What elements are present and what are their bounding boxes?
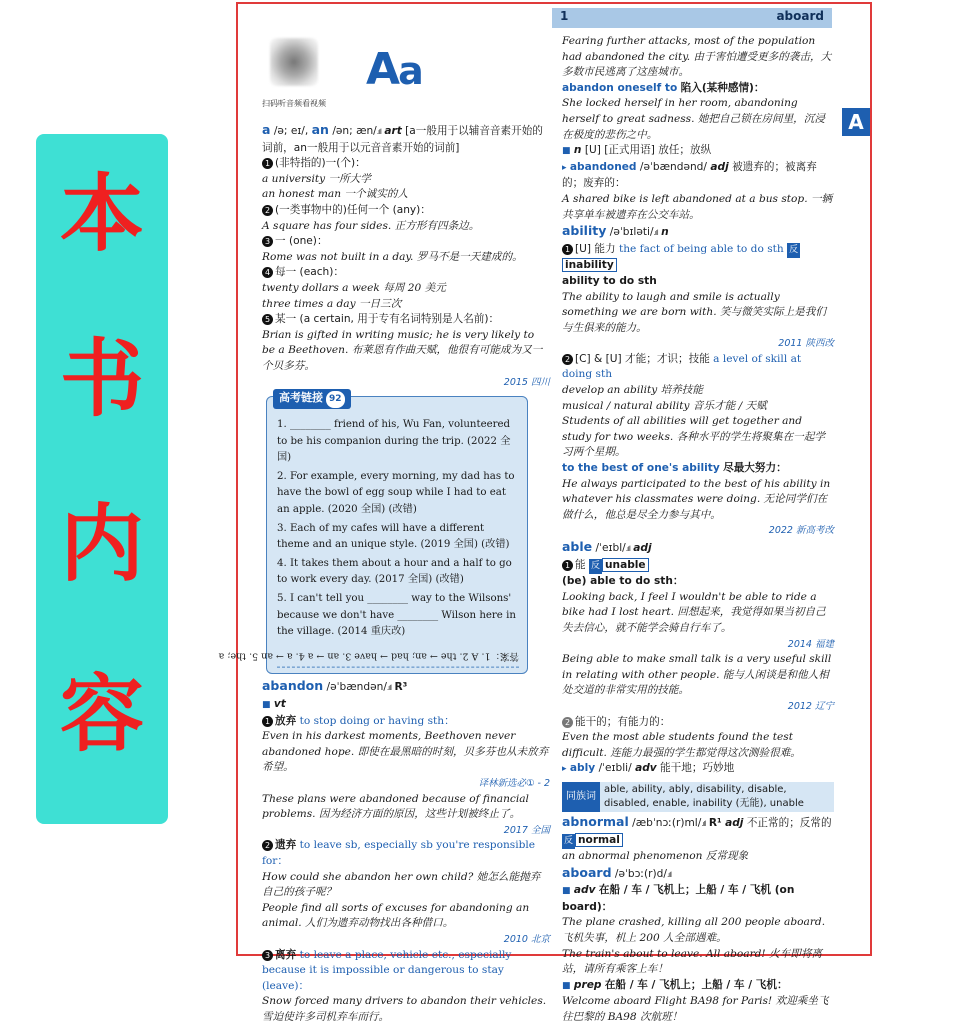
right-column: Fearing further attacks, most of the population had abandoned the city. 由于害怕遭受更多的袭击，大多数市民逃离了这座城市。 abandon oneself to 陷入(某种感情)： She locked herself in her room, abandoning herself to great sadness. 她把自己锁在房间里，沉浸在极度的悲伤之中。 ■ n [U] [正式用语] 放任；放纵 ▸ abandoned /əˈbændənd/ adj 被遗弃的；被离弃的；废弃的： A shared bike is left abandoned at a bus stop. 一辆共享单车被遗弃在公交车站。 ability /əˈbɪləti/.ıIl n 1 [U] 能力 the fact of being able to do sth 反inability ability to do sth The ability to laugh and smile is actually something we are born with. 笑与微笑实际上是我们与生俱来的能力。 2011 陕西改 2 [C] & [U] 才能；才识；技能 a level of skill at doing sth develop an ability 培养技能 musical / natural ability 音乐才能 / 天赋 Students of all abilities will get together and study for two weeks. 各种水平的学生将聚集在一起学习两个星期。 to the best of one's ability 尽最大努力： He always participated to the best of his ability in whatever his classmates were doing. 无论同学们在做什么，他总是尽全力参与其中。 2022 新高考改 able /ˈeɪbl/.ıIl adj 1 能 反 unable (be) able to do sth： Looking back, I feel I wouldn't be able to ride a bike had I lost heart. 回想起来，我觉得如果当初自己失去信心，就不能学会骑自行车了。 2014 福建 Being able to make small talk is a very useful skill in relating with other people. 能与人闲谈是和他人相处交道的非常实用的技能。 2012 辽宁 2 能干的；有能力的： Even the most able students found the test difficult. 连能力最强的学生都觉得这次测验很难。 ▸ ably /ˈeɪbli/ adv 能干地；巧妙地 同族词 able, ability, ably, disability, disable, disabled, enable, inability (无能), unable abnormal /æbˈnɔː(r)ml/.ıIl R¹ adj 不正常的；反常的 反 normal an abnormal phenomenon 反常现象 aboard /əˈbɔː(r)d/.ıIl ■ adv 在船 / 车 / 飞机上；上船 / 车 / 飞机 (on board)： The plane crashed, killing all 200 people aboard. 飞机失事，机上 200 人全部遇难。 The train's about to leave. All aboard! 火车即将离站，请所有乘客上车！ ■ prep 在船 / 车 / 飞机上；上船 / 车 / 飞机： Welcome aboard Flight BA98 for Paris! 欢迎乘坐飞往巴黎的 BA98 次航班！ bbox=[562, 34, 834, 1026]
example: develop an ability 培养技能 bbox=[562, 384, 703, 397]
frequency-level: R³ bbox=[394, 681, 408, 694]
example: The train's about to leave. All aboard! 火车即将离站，请所有乘客上车！ bbox=[562, 947, 823, 976]
sense-def: 不正常的；反常的 bbox=[746, 816, 832, 829]
phonetic: /æbˈnɔː(r)ml/ bbox=[632, 816, 702, 829]
exam-item: 1. ________ friend of his, Wu Fan, volunteered to be his companion during the trip. (2022 全国) bbox=[277, 419, 511, 464]
part-of-speech: vt bbox=[273, 698, 286, 710]
phonetic: /əˈbɔː(r)d/ bbox=[614, 867, 667, 880]
example: Rome was not built in a day. 罗马不是一天建成的。 bbox=[262, 250, 523, 263]
sense-def: 在船 / 车 / 飞机上；上船 / 车 / 飞机： bbox=[604, 978, 788, 991]
part-of-speech: art bbox=[384, 125, 402, 137]
sense-def: 一 (one)： bbox=[275, 235, 328, 248]
phonetic: /əˈbændənd/ bbox=[639, 160, 707, 173]
sense-def: 被遗弃的；被离弃的；废弃的： bbox=[562, 160, 817, 190]
exam-link-box bbox=[218, 391, 528, 674]
sense-def: 离弃 bbox=[275, 948, 297, 961]
headword: aboard bbox=[562, 864, 612, 880]
phonetic: /ə; eɪ/, bbox=[273, 125, 309, 137]
page-header bbox=[552, 8, 832, 28]
english-def: to leave sb, especially sb you're responsible for： bbox=[262, 839, 536, 867]
source-tag: 2022 新高考改 bbox=[768, 525, 834, 537]
audio-bars-icon[interactable]: .ıIl bbox=[386, 684, 392, 693]
example: Welcome aboard Flight BA98 for Paris! 欢迎乘坐飞往巴黎的 BA98 次航班！ bbox=[562, 995, 829, 1024]
example: Fearing further attacks, most of the population had abandoned the city. 由于害怕遭受更多的袭击，大多数市民逃离了这座城市。 bbox=[562, 35, 832, 79]
english-def: a level of skill at doing sth bbox=[562, 352, 802, 381]
headword: ability bbox=[562, 223, 607, 239]
exam-item: 4. It takes them about a hour and a half to go to work every day. (2017 全国) (改错) bbox=[277, 557, 512, 586]
word-family-tag: 同族词 bbox=[562, 782, 600, 812]
letter-section-title bbox=[366, 44, 422, 95]
letter-upper: A bbox=[366, 44, 399, 95]
antonym-word: normal bbox=[575, 833, 623, 847]
sense-def: 遗弃 bbox=[275, 839, 297, 852]
entry-a-headword bbox=[262, 122, 550, 156]
dictionary-page bbox=[218, 2, 872, 1024]
antonym-label: 反 bbox=[787, 243, 800, 259]
sense-def: [C] & [U] 才能；才识；技能 bbox=[575, 352, 710, 365]
headword: ably bbox=[569, 762, 596, 775]
part-of-speech: prep bbox=[573, 978, 602, 991]
banner-char: 书 bbox=[59, 329, 144, 428]
part-of-speech: adj bbox=[710, 160, 729, 173]
sense-def: 每一 (each)： bbox=[275, 266, 344, 279]
banner-char: 本 bbox=[59, 164, 144, 263]
example: Even the most able students found the test difficult. 连能力最强的学生都觉得这次测验很难。 bbox=[562, 731, 801, 759]
example: He always participated to the best of his ability in whatever his classmates were doing. 无论同学们在做什么，他总是尽全力参与其中。 bbox=[562, 477, 831, 521]
source-tag: 2015 四川 bbox=[503, 376, 550, 388]
phrase-headword: to the best of one's ability bbox=[562, 462, 720, 475]
frequency-level: R¹ bbox=[708, 816, 722, 829]
audio-bars-icon[interactable]: .ıIl bbox=[625, 545, 630, 553]
part-of-speech: adv bbox=[573, 884, 596, 897]
antonym-label: 反 bbox=[589, 559, 602, 575]
exam-item: 2. For example, every morning, my dad has to have the bowl of egg soup while I had to eat an apple. (2020 全国) (改错) bbox=[277, 470, 515, 516]
phonetic: /ˈeɪbli/ bbox=[598, 762, 632, 775]
source-tag: 2014 福建 bbox=[787, 638, 834, 650]
sense-def: 某一 (a certain, 用于专有名词特别是人名前)： bbox=[275, 313, 500, 326]
sense-def: (非特指的)一(个)： bbox=[275, 157, 366, 170]
sense-def: 放弃 bbox=[275, 714, 297, 727]
part-of-speech: n bbox=[573, 144, 582, 157]
source-tag: 译林新选必① - 2 bbox=[478, 777, 550, 789]
sense-def: 能干的；有能力的： bbox=[575, 715, 671, 728]
left-column: a /ə; eɪ/, an /ən; æn/.ıIl art [a一般用于以辅音音素开始的词前，an一般用于以元音音素开始的词前] 1 (非特指的)一(个)： a university 一所大学 an honest man 一个诚实的人 2 (一类事物中的)任何一个 (any)： A square has four sides. 正方形有四条边。 3 一 (one)： Rome was not built in a day. 罗马不是一天建成的。 4 每一 (each)： twenty dollars a week 每周 20 美元 three times a day 一日三次 5 某一 (a certain, 用于专有名词特别是人名前)： Brian is gifted in writing music; he is very likely to be a Beethoven. 布莱恩有作曲天赋，他很有可能成为又一个贝多芬。 2015 四川 高考链接 92 1. ________ friend of his, Wu Fan, volunteered to be his companion during the trip. (2022 全国) 2. For example, every morning, my dad has to have the bowl of egg soup while I had to eat an apple. (2020 全国) (改错) 3. Each of my cafes will have a different theme and an unique style. (2019 全国) (改错) 4. It takes them about a hour and a half to go to work every day. (2017 全国) (改错) 5. I can't tell you ________ way to the Wilsons' because we don't have ________ Wilson here in the village. (2014 重庆改) 答案：1. A 2. the → an; had → have 3. an → a 4. a → an 5. the; a abandon /əˈbændən/.ıIl R³ ■ vt 1 放弃 to stop doing or having sth： Even in his darkest moments, Beethoven never abandoned hope. 即使在最黑暗的时刻，贝多芬也从未放弃希望。 译林新选必① - 2 These plans were abandoned because of financial problems. 因为经济方面的原因，这些计划被终止了。 2017 全国 2 遗弃 to leave sb, especially sb you're responsible for： How could she abandon her own child? 她怎么能抛弃自己的孩子呢？ People find all sorts of excuses for abandoning an animal. 人们为遗弃动物找出各种借口。 2010 北京 3 离弃 to leave a place, vehicle etc., especially because it is impossible or dangerous to stay (leave)： Snow forced many drivers to abandon their vehicles. 雪迫使许多司机弃车而行。 bbox=[262, 122, 550, 1025]
phonetic: /əˈbændən/ bbox=[326, 681, 387, 694]
source-tag: 2011 陕西改 bbox=[778, 338, 834, 350]
qr-caption: 扫码听音频看视频 bbox=[262, 99, 326, 108]
exam-item: 5. I can't tell you ________ way to the Wilsons' because we don't have ________ Wilson here in the village. (2014 重庆改) bbox=[277, 593, 516, 638]
pattern: (be) able to do sth： bbox=[562, 575, 684, 588]
exam-item: 3. Each of my cafes will have a different theme and an unique style. (2019 全国) (改错) bbox=[277, 522, 510, 551]
example: These plans were abandoned because of financial problems. 因为经济方面的原因，这些计划被终止了。 bbox=[262, 792, 529, 821]
headword: abandoned bbox=[569, 160, 637, 173]
exam-link-tag: 高考链接 92 bbox=[273, 389, 351, 409]
pattern: ability to do sth bbox=[562, 274, 657, 287]
example: She locked herself in her room, abandoning herself to great sadness. 她把自己锁在房间里，沉浸在极度的悲伤之中。 bbox=[562, 97, 825, 141]
headword: abandon bbox=[262, 678, 324, 694]
part-of-speech: adj bbox=[725, 816, 744, 829]
sense-def: [U] 能力 bbox=[575, 242, 616, 255]
example: Looking back, I feel I wouldn't be able to ride a bike had I lost heart. 回想起来，我觉得如果当初自己失去信心，就不能学会骑自行车了。 bbox=[562, 590, 826, 634]
example: musical / natural ability 音乐才能 / 天赋 bbox=[562, 399, 767, 412]
sense-def: (一类事物中的)任何一个 (any)： bbox=[275, 203, 431, 216]
exam-answer-upside-down: 答案：1. A 2. the → an; had → have 3. an → a 4. a → an 5. the; a bbox=[277, 647, 519, 668]
part-of-speech: adj bbox=[633, 542, 652, 554]
example: Even in his darkest moments, Beethoven never abandoned hope. 即使在最黑暗的时刻，贝多芬也从未放弃希望。 bbox=[262, 730, 549, 774]
headword: an bbox=[311, 122, 329, 137]
part-of-speech: n bbox=[661, 226, 669, 239]
audio-bars-icon[interactable]: .ıIl bbox=[666, 870, 672, 879]
side-banner bbox=[36, 134, 168, 824]
example: an honest man 一个诚实的人 bbox=[262, 188, 408, 201]
source-tag: 2017 全国 bbox=[503, 824, 550, 836]
word-family-box bbox=[562, 782, 834, 812]
example: a university 一所大学 bbox=[262, 172, 371, 185]
letter-lower: a bbox=[398, 49, 422, 93]
example: A square has four sides. 正方形有四条边。 bbox=[262, 219, 480, 232]
example: three times a day 一日三次 bbox=[262, 297, 402, 310]
audio-bars-icon[interactable]: .ıIl bbox=[701, 819, 706, 828]
phonetic: /ˈeɪbl/ bbox=[595, 542, 626, 554]
antonym-word: unable bbox=[602, 558, 649, 572]
sense-def: 在船 / 车 / 飞机上；上船 / 车 / 飞机 (on board)： bbox=[562, 884, 795, 913]
example: The plane crashed, killing all 200 people aboard. 飞机失事，机上 200 人全部遇难。 bbox=[562, 916, 826, 945]
part-of-speech: adv bbox=[635, 762, 657, 775]
example: Snow forced many drivers to abandon their vehicles. 雪迫使许多司机弃车而行。 bbox=[262, 995, 547, 1023]
guide-word: aboard bbox=[776, 9, 824, 23]
phonetic: /əˈbɪləti/ bbox=[609, 226, 654, 239]
banner-char: 容 bbox=[59, 664, 144, 763]
source-tag: 2012 辽宁 bbox=[787, 700, 834, 712]
example: an abnormal phenomenon 反常现象 bbox=[562, 850, 749, 863]
example: People find all sorts of excuses for abandoning an animal. 人们为遗弃动物找出各种借口。 bbox=[262, 901, 530, 930]
example: A shared bike is left abandoned at a bus stop. 一辆共享单车被遗弃在公交车站。 bbox=[562, 192, 833, 221]
example: Brian is gifted in writing music; he is very likely to be a Beethoven. 布莱恩有作曲天赋，他很有可能成为又一个贝多芬。 bbox=[262, 328, 543, 372]
source-tag: 2010 北京 bbox=[503, 933, 550, 945]
word-family-list: able, ability, ably, disability, disable, disabled, enable, inability (无能), unable bbox=[600, 782, 834, 812]
antonym-word: inability bbox=[562, 258, 617, 272]
english-def: the fact of being able to do sth bbox=[618, 242, 784, 255]
sense-def: [U] [正式用语] 放任；放纵 bbox=[584, 144, 712, 157]
headword: able bbox=[562, 539, 593, 554]
headword: abnormal bbox=[562, 813, 629, 829]
english-def: to stop doing or having sth： bbox=[299, 714, 455, 727]
headword: a bbox=[262, 122, 271, 137]
example: How could she abandon her own child? 她怎么能抛弃自己的孩子呢？ bbox=[262, 870, 541, 899]
audio-bars-icon[interactable]: .ıIl bbox=[653, 229, 658, 238]
sense-def: 尽最大努力： bbox=[723, 462, 787, 475]
sense-def: 能干地；巧妙地 bbox=[660, 762, 735, 775]
banner-char: 内 bbox=[59, 494, 144, 593]
antonym-label: 反 bbox=[562, 834, 575, 850]
exam-count-badge: 92 bbox=[326, 391, 345, 408]
qr-code-icon[interactable] bbox=[270, 38, 318, 86]
sense-def: 能 bbox=[575, 558, 586, 571]
thumb-index-tab[interactable]: A bbox=[842, 108, 870, 136]
entry-abandon-headword bbox=[262, 678, 550, 697]
example: twenty dollars a week 每周 20 美元 bbox=[262, 281, 446, 294]
english-def: to leave a place, vehicle etc., especially because it is impossible or dangerous to stay (leave)： bbox=[262, 948, 512, 992]
example: The ability to laugh and smile is actually something we are born with. 笑与微笑实际上是我们与生俱来的能力。 bbox=[562, 290, 826, 334]
sense-def: 陷入(某种感情)： bbox=[680, 81, 765, 94]
page-number: 1 bbox=[560, 9, 569, 23]
usage-note: [a一般用于以辅音音素开始的词前，an一般用于以元音音素开始的词前] bbox=[262, 125, 543, 154]
example: Being able to make small talk is a very useful skill in relating with other people. 能与人闲谈是和他人相处交道的非常实用的技能。 bbox=[562, 653, 832, 697]
example: Students of all abilities will get together and study for two weeks. 各种水平的学生将聚集在一起学习两个星期。 bbox=[562, 415, 825, 459]
phrase-headword: abandon oneself to bbox=[562, 81, 678, 94]
phonetic: /ən; æn/ bbox=[332, 125, 377, 137]
audio-bars-icon[interactable]: .ıIl bbox=[376, 128, 381, 136]
